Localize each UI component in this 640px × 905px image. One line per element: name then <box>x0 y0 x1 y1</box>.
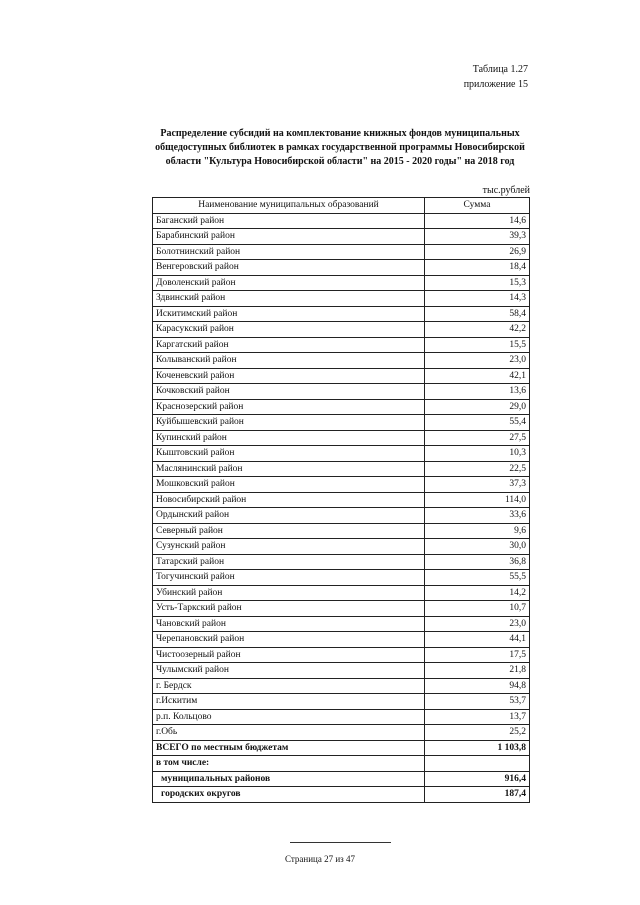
row-value-cell: 94,8 <box>425 678 530 694</box>
row-value-cell: 55,4 <box>425 415 530 431</box>
table-row <box>153 632 530 648</box>
table-row <box>153 306 530 322</box>
table-row <box>153 539 530 555</box>
table-row <box>153 213 530 229</box>
row-name-cell: Барабинский район <box>153 229 425 245</box>
row-name-cell: Карасукский район <box>153 322 425 338</box>
table-row <box>153 523 530 539</box>
row-name-cell: Тогучинский район <box>153 570 425 586</box>
row-name-cell: Чулымский район <box>153 663 425 679</box>
row-value-cell: 26,9 <box>425 244 530 260</box>
row-value-cell: 55,5 <box>425 570 530 586</box>
table-row <box>153 291 530 307</box>
row-value-cell: 21,8 <box>425 663 530 679</box>
row-name-cell: Искитимский район <box>153 306 425 322</box>
row-name-cell: Чановский район <box>153 616 425 632</box>
table-row <box>153 663 530 679</box>
row-name-cell: Куйбышевский район <box>153 415 425 431</box>
row-value-cell: 23,0 <box>425 616 530 632</box>
table-row <box>153 492 530 508</box>
table-row <box>153 725 530 741</box>
row-name-cell: р.п. Кольцово <box>153 709 425 725</box>
table-row <box>153 384 530 400</box>
table-row <box>153 415 530 431</box>
row-value-cell: 58,4 <box>425 306 530 322</box>
table-row <box>153 244 530 260</box>
table-row <box>153 353 530 369</box>
table-row <box>153 709 530 725</box>
row-value-cell: 13,7 <box>425 709 530 725</box>
table-row <box>153 461 530 477</box>
row-value-cell: 1 103,8 <box>425 740 530 756</box>
row-value-cell: 22,5 <box>425 461 530 477</box>
column-header-name: Наименование муниципальных образований <box>153 198 425 214</box>
document-title: Распределение субсидий на комплектование книжных фондов муниципальных общедоступных библиотек в рамках государственной программы Новосибирской области "Культура Новосибирской области" на 2015 - 2020 годы" на 2018 год <box>155 128 525 167</box>
row-name-cell: Северный район <box>153 523 425 539</box>
row-value-cell: 23,0 <box>425 353 530 369</box>
table-body <box>153 213 530 802</box>
row-name-cell: городских округов <box>153 787 425 803</box>
row-value-cell: 27,5 <box>425 430 530 446</box>
row-name-cell: г.Обь <box>153 725 425 741</box>
table-row <box>153 322 530 338</box>
table-row <box>153 647 530 663</box>
row-value-cell: 18,4 <box>425 260 530 276</box>
row-value-cell: 15,5 <box>425 337 530 353</box>
table-row <box>153 368 530 384</box>
row-name-cell: Усть-Таркский район <box>153 601 425 617</box>
table-number: Таблица 1.27 <box>472 64 528 75</box>
row-name-cell: Татарский район <box>153 554 425 570</box>
table-row <box>153 616 530 632</box>
row-name-cell: Баганский район <box>153 213 425 229</box>
row-value-cell: 30,0 <box>425 539 530 555</box>
row-value-cell: 10,7 <box>425 601 530 617</box>
row-name-cell: Мошковский район <box>153 477 425 493</box>
row-value-cell: 9,6 <box>425 523 530 539</box>
total-row <box>153 740 530 756</box>
row-name-cell: Венгеровский район <box>153 260 425 276</box>
subtotal-row <box>153 787 530 803</box>
table-row <box>153 275 530 291</box>
row-name-cell: Здвинский район <box>153 291 425 307</box>
row-name-cell: Купинский район <box>153 430 425 446</box>
row-name-cell: Болотнинский район <box>153 244 425 260</box>
row-value-cell: 25,2 <box>425 725 530 741</box>
table-row <box>153 446 530 462</box>
row-name-cell: г. Бердск <box>153 678 425 694</box>
page-number: Страница 27 из 47 <box>285 854 355 864</box>
table-row <box>153 430 530 446</box>
table-row <box>153 678 530 694</box>
row-value-cell: 15,3 <box>425 275 530 291</box>
row-name-cell: Ордынский район <box>153 508 425 524</box>
row-value-cell: 916,4 <box>425 771 530 787</box>
row-value-cell: 39,3 <box>425 229 530 245</box>
table-row <box>153 694 530 710</box>
row-value-cell: 114,0 <box>425 492 530 508</box>
row-value-cell: 14,3 <box>425 291 530 307</box>
row-value-cell: 33,6 <box>425 508 530 524</box>
row-name-cell: Новосибирский район <box>153 492 425 508</box>
row-name-cell: Коченевский район <box>153 368 425 384</box>
row-name-cell: Каргатский район <box>153 337 425 353</box>
table-row <box>153 585 530 601</box>
row-value-cell: 10,3 <box>425 446 530 462</box>
row-value-cell: 42,2 <box>425 322 530 338</box>
table-row <box>153 399 530 415</box>
table-row <box>153 229 530 245</box>
row-value-cell: 37,3 <box>425 477 530 493</box>
column-header-sum: Сумма <box>425 198 530 214</box>
table-row <box>153 554 530 570</box>
row-value-cell: 53,7 <box>425 694 530 710</box>
row-value-cell: 17,5 <box>425 647 530 663</box>
row-name-cell: в том числе: <box>153 756 425 772</box>
table-row <box>153 337 530 353</box>
row-value-cell: 42,1 <box>425 368 530 384</box>
table-row <box>153 477 530 493</box>
table-reference <box>464 62 528 92</box>
subtotal-row <box>153 771 530 787</box>
table-row <box>153 601 530 617</box>
footer-divider <box>290 842 391 843</box>
row-value-cell: 13,6 <box>425 384 530 400</box>
units-label: тыс.рублей <box>482 185 530 196</box>
row-name-cell: Доволенский район <box>153 275 425 291</box>
row-name-cell: Чистоозерный район <box>153 647 425 663</box>
table-header-row <box>153 198 530 214</box>
row-name-cell: Кыштовский район <box>153 446 425 462</box>
row-name-cell: Сузунский район <box>153 539 425 555</box>
row-name-cell: Маслянинский район <box>153 461 425 477</box>
row-name-cell: муниципальных районов <box>153 771 425 787</box>
row-name-cell: г.Искитим <box>153 694 425 710</box>
distribution-table <box>152 197 530 803</box>
row-value-cell: 36,8 <box>425 554 530 570</box>
table-row <box>153 260 530 276</box>
including-row <box>153 756 530 772</box>
row-value-cell: 14,6 <box>425 213 530 229</box>
row-value-cell: 187,4 <box>425 787 530 803</box>
row-value-cell: 14,2 <box>425 585 530 601</box>
row-name-cell: Убинский район <box>153 585 425 601</box>
row-name-cell: Черепановский район <box>153 632 425 648</box>
row-name-cell: Краснозерский район <box>153 399 425 415</box>
row-value-cell: 29,0 <box>425 399 530 415</box>
row-name-cell: Колыванский район <box>153 353 425 369</box>
row-value-cell <box>425 756 530 772</box>
row-name-cell: Кочковский район <box>153 384 425 400</box>
row-value-cell: 44,1 <box>425 632 530 648</box>
row-name-cell: ВСЕГО по местным бюджетам <box>153 740 425 756</box>
appendix-label: приложение 15 <box>463 79 528 90</box>
table-row <box>153 570 530 586</box>
table-row <box>153 508 530 524</box>
